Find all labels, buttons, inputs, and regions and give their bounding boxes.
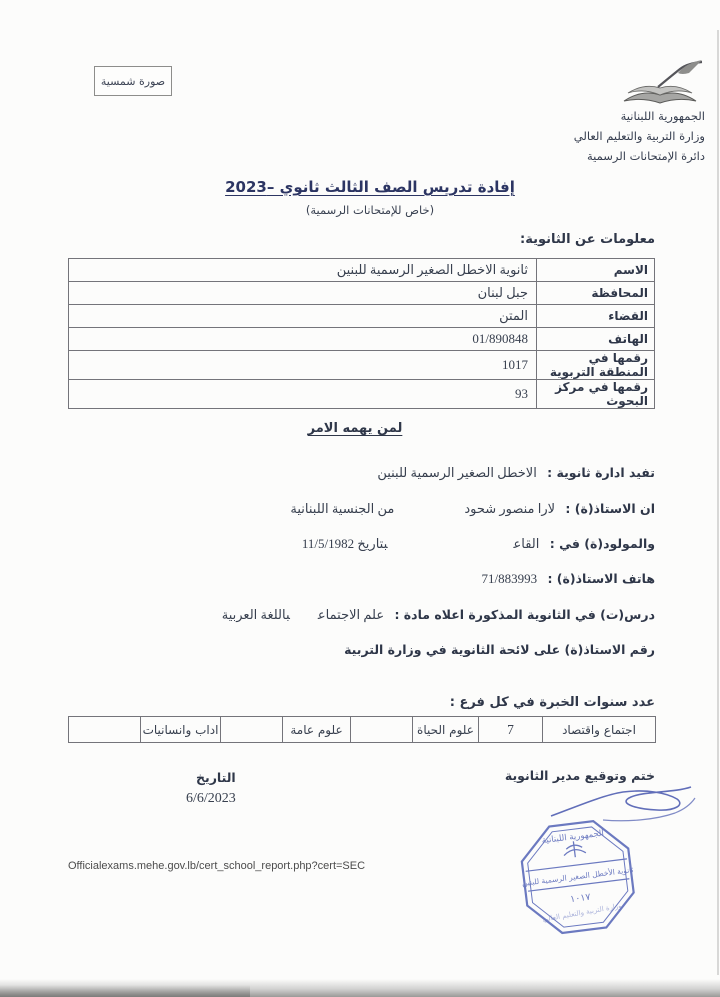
info-value-name: ثانوية الاخطل الصغير الرسمية للبنين: [69, 259, 537, 282]
statement-line-phone: [65, 570, 655, 588]
colon-separator: :: [542, 465, 557, 480]
info-value-governorate: جبل لبنان: [69, 282, 537, 305]
date-label: التاريخ: [196, 770, 236, 785]
header-republic: الجمهورية اللبنانية: [620, 109, 705, 123]
statement-label: هاتف الاستاذ(ة): [556, 571, 655, 586]
statement-line-subject: [65, 606, 655, 624]
exp-label-humanities: اداب وانسانيات: [141, 717, 221, 743]
table-row: [69, 305, 655, 328]
table-row: [69, 351, 655, 380]
statement-label: والمولود(ة) في: [559, 536, 655, 551]
stamp-bottom-text: وزارة التربية والتعليم العالي: [542, 901, 623, 924]
header-ministry: وزارة التربية والتعليم العالي: [573, 129, 705, 143]
exp-label-life-sciences: علوم الحياة: [413, 717, 479, 743]
info-label-district: القضاء: [537, 305, 655, 328]
exp-value-life-sciences: [351, 717, 413, 743]
experience-table: [68, 716, 656, 743]
exp-value-socio-economics: 7: [479, 717, 543, 743]
statement-label: درس(ت) في الثانوية المذكورة اعلاه مادة: [403, 607, 655, 622]
table-row: [69, 259, 655, 282]
statement-line-teacher: [65, 500, 655, 518]
stamp-number: ١٠١٧: [569, 891, 592, 906]
colon-separator: :: [390, 607, 404, 622]
statement-value: 71/883993: [481, 571, 538, 586]
info-value-research-center-number: 93: [69, 380, 537, 409]
experience-heading: عدد سنوات الخبرة في كل فرع :: [449, 695, 655, 710]
photo-box-label: صورة شمسية: [100, 74, 166, 88]
stamp-top-text: الجمهورية اللبنانية: [541, 828, 605, 847]
info-value-phone: 01/890848: [69, 328, 537, 351]
table-row: [69, 717, 656, 743]
colon-separator: :: [543, 571, 557, 586]
table-row: [69, 380, 655, 409]
statement-label: ان الاستاذ(ة): [574, 501, 655, 516]
director-stamp-signature-label: ختم وتوقيع مدير الثانوية: [504, 768, 655, 783]
info-value-edu-district-number: 1017: [69, 351, 537, 380]
exp-value-humanities: [69, 717, 141, 743]
table-row: [69, 328, 655, 351]
scan-corner-shadow: [0, 985, 250, 997]
statement-extra: من الجنسية اللبنانية: [290, 501, 395, 516]
document-subtitle: (خاص للإمتحانات الرسمية): [305, 203, 435, 217]
concern-heading: لمن يهمه الامر: [307, 421, 403, 436]
ministry-header: [485, 106, 705, 166]
info-label-phone: الهاتف: [537, 328, 655, 351]
statement-extra: باللغة العربية: [221, 607, 290, 622]
table-row: [69, 282, 655, 305]
exp-label-general-sciences: علوم عامة: [283, 717, 351, 743]
statement-value: القاع: [513, 536, 540, 551]
statement-value: الاخطل الصغير الرسمية للبنين: [377, 465, 537, 480]
statement-value: علم الاجتماع: [317, 607, 385, 622]
header-department: دائرة الإمتحانات الرسمية: [586, 149, 705, 163]
stamp-band-text: ثانوية الأخطل الصغير الرسمية للبنين: [521, 865, 635, 888]
statement-extra: بتاريخ 11/5/1982: [301, 536, 388, 551]
colon-separator: :: [545, 536, 560, 551]
school-octagon-stamp-icon: [496, 804, 661, 953]
document-title: إفادة تدريس الصف الثالث ثانوي –2023: [225, 178, 515, 196]
info-value-district: المتن: [69, 305, 537, 328]
photo-placeholder-box: [94, 66, 172, 96]
info-label-name: الاسم: [537, 259, 655, 282]
exp-label-socio-economics: اجتماع واقتصاد: [543, 717, 656, 743]
verification-url: Officialexams.mehe.gov.lb/cert_school_report.php?cert=SEC: [68, 860, 366, 872]
info-label-edu-district-number: رقمها في المنطقة التربوية: [537, 351, 655, 380]
school-info-heading: معلومات عن الثانوية:: [520, 232, 655, 247]
exp-value-general-sciences: [221, 717, 283, 743]
info-label-governorate: المحافظة: [537, 282, 655, 305]
scan-edge-shadow: [717, 30, 719, 975]
statement-value: لارا منصور شحود: [464, 501, 556, 516]
colon-separator: :: [561, 501, 575, 516]
statement-line-roster-number: [65, 641, 655, 659]
statement-label: رقم الاستاذ(ة) على لائحة الثانوية في وزارة التربية: [344, 642, 655, 657]
school-info-table: [68, 258, 655, 409]
statement-line-school: [65, 464, 655, 482]
statement-line-birth: [65, 535, 655, 553]
info-label-research-center-number: رقمها في مركز البحوث: [537, 380, 655, 409]
statement-label: تفيد ادارة ثانوية: [556, 465, 655, 480]
date-value: 6/6/2023: [186, 791, 236, 806]
ministry-book-logo-icon: [612, 58, 708, 112]
